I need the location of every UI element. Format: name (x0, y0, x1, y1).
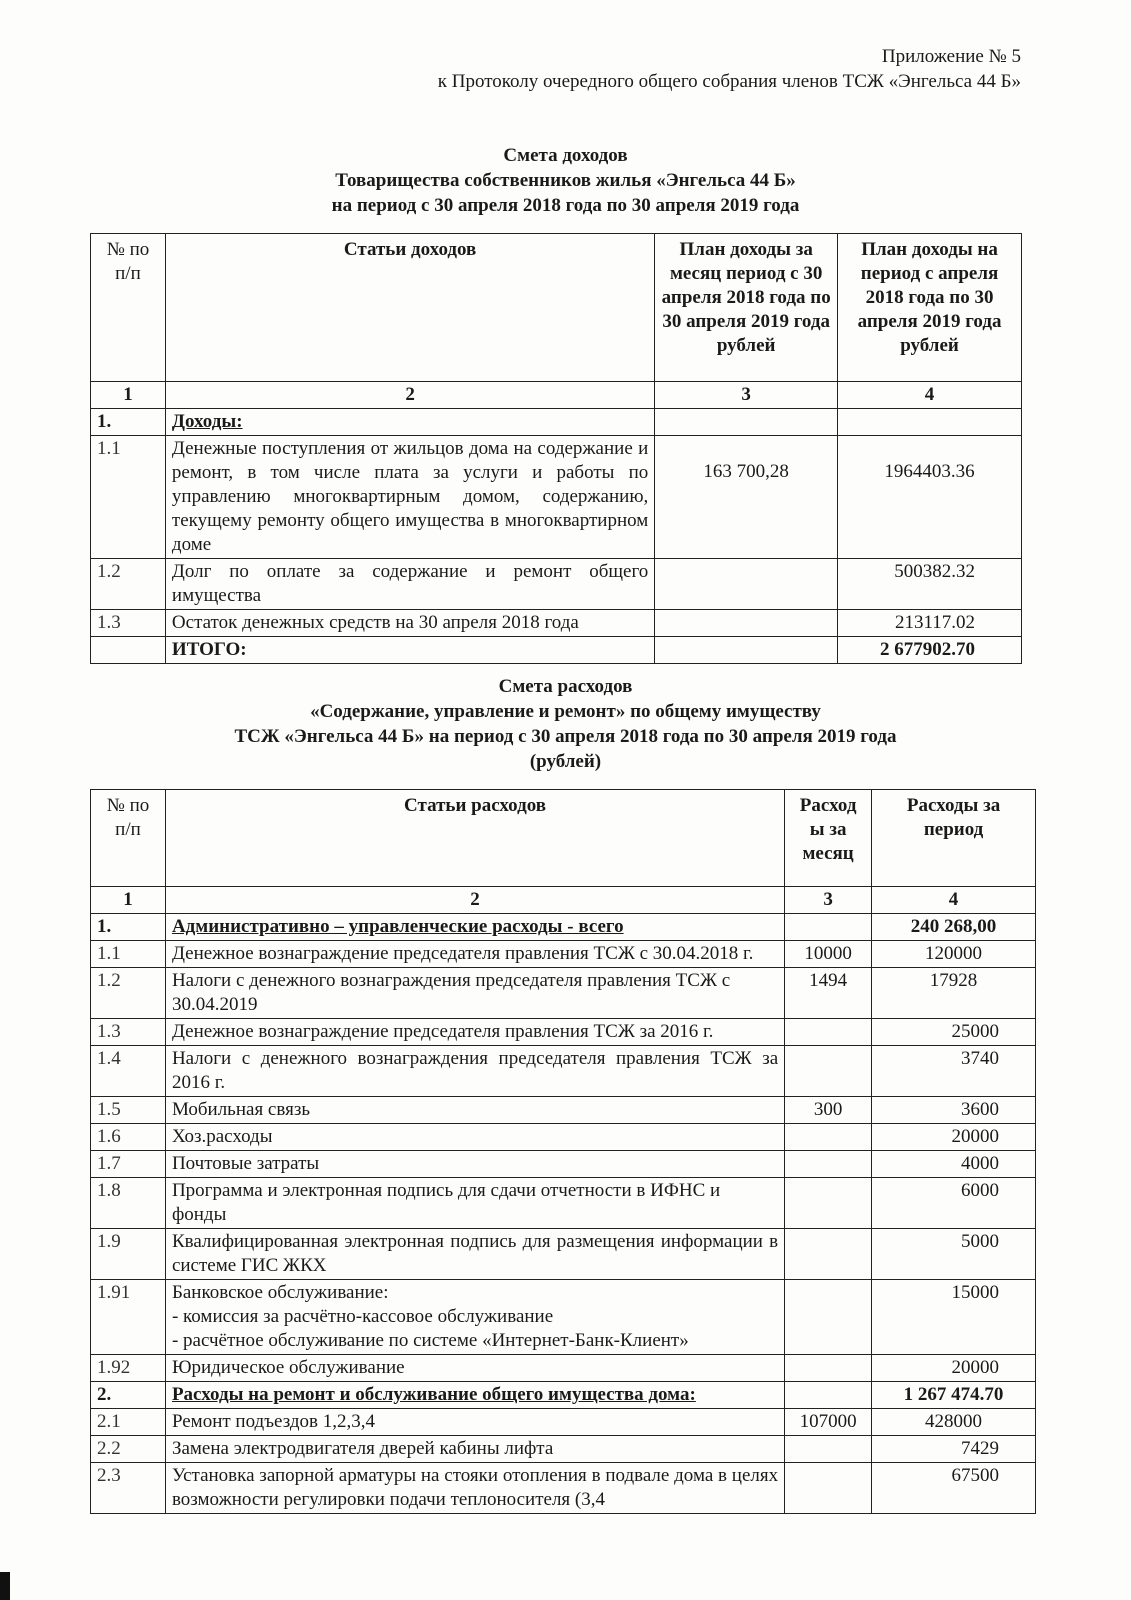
income-header-row (91, 234, 1022, 382)
income-table (90, 233, 1022, 664)
row-period: 3600 (872, 1097, 1036, 1124)
table-row (91, 1463, 1036, 1514)
col-number: 4 (838, 382, 1022, 409)
row-num: 2.3 (91, 1463, 166, 1514)
row-item: Юридическое обслуживание (165, 1355, 784, 1382)
row-num: 1.3 (91, 610, 166, 637)
row-item: Установка запорной арматуры на стояки отопления в подвале дома в целях возможности регулировки подачи теплоносителя (3,4 (165, 1463, 784, 1514)
row-month (785, 1436, 872, 1463)
row-period: 4000 (872, 1151, 1036, 1178)
row-num: 2.2 (91, 1436, 166, 1463)
row-num: 1.92 (91, 1355, 166, 1382)
row-month: 163 700,28 (655, 436, 838, 559)
row-period: 67500 (872, 1463, 1036, 1514)
row-num: 1. (91, 914, 166, 941)
expense-title-line1: Смета расходов (498, 676, 633, 697)
expense-title-line3: ТСЖ «Энгельса 44 Б» на период с 30 апреля 2018 года по 30 апреля 2019 года (234, 726, 897, 747)
row-period: 120000 (872, 941, 1036, 968)
row-month (785, 1280, 872, 1355)
expense-colnum-row (91, 887, 1036, 914)
table-row (91, 436, 1022, 559)
row-period: 2 677902.70 (838, 637, 1022, 664)
table-row (91, 941, 1036, 968)
row-num: 1.9 (91, 1229, 166, 1280)
table-row (91, 968, 1036, 1019)
row-month: 300 (785, 1097, 872, 1124)
col-number: 2 (165, 382, 654, 409)
row-month (785, 1019, 872, 1046)
row-month (785, 1124, 872, 1151)
expense-title-line2: «Содержание, управление и ремонт» по общему имуществу (310, 701, 821, 722)
row-month (785, 1046, 872, 1097)
row-item (165, 1280, 784, 1355)
appendix-header (438, 44, 1021, 94)
col-number: 4 (872, 887, 1036, 914)
row-item: Программа и электронная подпись для сдачи отчетности в ИФНС и фонды (165, 1178, 784, 1229)
row-num: 1.2 (91, 968, 166, 1019)
row-item: ИТОГО: (165, 637, 654, 664)
table-row (91, 1124, 1036, 1151)
table-row (91, 1436, 1036, 1463)
row-period: 25000 (872, 1019, 1036, 1046)
row-num: 1.1 (91, 941, 166, 968)
row-month (655, 637, 838, 664)
col-number: 1 (91, 887, 166, 914)
row-item-line: Банковское обслуживание: (171, 1282, 389, 1303)
row-month (785, 1229, 872, 1280)
row-item: Долг по оплате за содержание и ремонт общего имущества (165, 559, 654, 610)
row-period: 17928 (872, 968, 1036, 1019)
row-period: 3740 (872, 1046, 1036, 1097)
row-period: 1964403.36 (838, 436, 1022, 559)
col-header-period: План доходы на период с апреля 2018 года по 30 апреля 2019 года рублей (838, 234, 1022, 382)
table-row (91, 1355, 1036, 1382)
table-row (91, 1046, 1036, 1097)
row-month: 107000 (785, 1409, 872, 1436)
row-num (91, 637, 166, 664)
row-month (785, 914, 872, 941)
row-num: 1.1 (91, 436, 166, 559)
row-item-line: - комиссия за расчётно-кассовое обслуживание (171, 1306, 554, 1327)
row-period: 240 268,00 (872, 914, 1036, 941)
table-row (91, 1280, 1036, 1355)
income-title-line3: на период с 30 апреля 2018 года по 30 апреля 2019 года (331, 195, 800, 216)
col-number: 3 (785, 887, 872, 914)
col-number: 3 (655, 382, 838, 409)
row-period (838, 409, 1022, 436)
row-month (785, 1355, 872, 1382)
row-period: 7429 (872, 1436, 1036, 1463)
row-item: Почтовые затраты (165, 1151, 784, 1178)
appendix-reference: к Протоколу очередного общего собрания членов ТСЖ «Энгельса 44 Б» (437, 71, 1021, 92)
row-item: Остаток денежных средств на 30 апреля 2018 года (165, 610, 654, 637)
row-month (785, 1178, 872, 1229)
row-num: 1.7 (91, 1151, 166, 1178)
row-period: 15000 (872, 1280, 1036, 1355)
row-item: Расходы на ремонт и обслуживание общего имущества дома: (165, 1382, 784, 1409)
income-title (0, 143, 1131, 218)
col-header-item: Статьи расходов (165, 790, 784, 887)
income-colnum-row (91, 382, 1022, 409)
row-period: 20000 (872, 1355, 1036, 1382)
table-row (91, 1409, 1036, 1436)
table-row (91, 409, 1022, 436)
row-item: Налоги с денежного вознаграждения председателя правления ТСЖ с 30.04.2019 (165, 968, 784, 1019)
row-month (785, 1151, 872, 1178)
row-period: 1 267 474.70 (872, 1382, 1036, 1409)
col-number: 2 (165, 887, 784, 914)
expense-title-line4: (рублей) (529, 751, 602, 772)
col-header-num: № по п/п (91, 234, 166, 382)
expense-table (90, 789, 1036, 1514)
expense-title (0, 674, 1131, 774)
row-item: Хоз.расходы (165, 1124, 784, 1151)
col-header-month: План доходы за месяц период с 30 апреля 2018 года по 30 апреля 2019 года рублей (655, 234, 838, 382)
table-row (91, 559, 1022, 610)
row-month (655, 610, 838, 637)
row-item: Налоги с денежного вознаграждения председателя правления ТСЖ за 2016 г. (165, 1046, 784, 1097)
col-number: 1 (91, 382, 166, 409)
row-item: Денежное вознаграждение председателя правления ТСЖ с 30.04.2018 г. (165, 941, 784, 968)
scan-edge-mark (0, 1572, 10, 1600)
row-num: 1.2 (91, 559, 166, 610)
row-item: Замена электродвигателя дверей кабины лифта (165, 1436, 784, 1463)
col-header-period: Расходы за период (872, 790, 1036, 887)
row-month (655, 409, 838, 436)
row-item: Денежное вознаграждение председателя правления ТСЖ за 2016 г. (165, 1019, 784, 1046)
row-month (785, 1382, 872, 1409)
row-item: Доходы: (165, 409, 654, 436)
row-num: 1.4 (91, 1046, 166, 1097)
row-num: 2. (91, 1382, 166, 1409)
table-row (91, 1151, 1036, 1178)
row-num: 1.8 (91, 1178, 166, 1229)
row-item: Квалифицированная электронная подпись для размещения информации в системе ГИС ЖКХ (165, 1229, 784, 1280)
section-row (91, 914, 1036, 941)
table-row (91, 1019, 1036, 1046)
row-num: 1.6 (91, 1124, 166, 1151)
row-num: 1.5 (91, 1097, 166, 1124)
row-period: 6000 (872, 1178, 1036, 1229)
table-row (91, 1097, 1036, 1124)
table-row (91, 1178, 1036, 1229)
total-row (91, 637, 1022, 664)
row-item: Денежные поступления от жильцов дома на содержание и ремонт, в том числе плата за услуги и работы по управлению многоквартирным домом, содержанию, текущему ремонту общего имущества в многоквартирном доме (165, 436, 654, 559)
col-header-month: Расход ы за месяц (785, 790, 872, 887)
row-period: 5000 (872, 1229, 1036, 1280)
row-num: 1. (91, 409, 166, 436)
row-month: 10000 (785, 941, 872, 968)
col-header-item: Статьи доходов (165, 234, 654, 382)
income-title-line2: Товарищества собственников жилья «Энгельса 44 Б» (335, 170, 796, 191)
row-item-line: - расчётное обслуживание по системе «Интернет-Банк-Клиент» (171, 1330, 689, 1351)
appendix-number: Приложение № 5 (881, 46, 1021, 67)
row-period: 213117.02 (838, 610, 1022, 637)
income-title-line1: Смета доходов (503, 145, 628, 166)
col-header-num: № по п/п (91, 790, 166, 887)
row-num: 2.1 (91, 1409, 166, 1436)
row-period: 428000 (872, 1409, 1036, 1436)
row-period: 20000 (872, 1124, 1036, 1151)
table-row (91, 1229, 1036, 1280)
row-item: Административно – управленческие расходы - всего (165, 914, 784, 941)
section-row (91, 1382, 1036, 1409)
row-num: 1.3 (91, 1019, 166, 1046)
row-item: Мобильная связь (165, 1097, 784, 1124)
row-item: Ремонт подъездов 1,2,3,4 (165, 1409, 784, 1436)
row-month: 1494 (785, 968, 872, 1019)
table-row (91, 610, 1022, 637)
row-num: 1.91 (91, 1280, 166, 1355)
row-period: 500382.32 (838, 559, 1022, 610)
expense-header-row (91, 790, 1036, 887)
row-month (655, 559, 838, 610)
row-month (785, 1463, 872, 1514)
